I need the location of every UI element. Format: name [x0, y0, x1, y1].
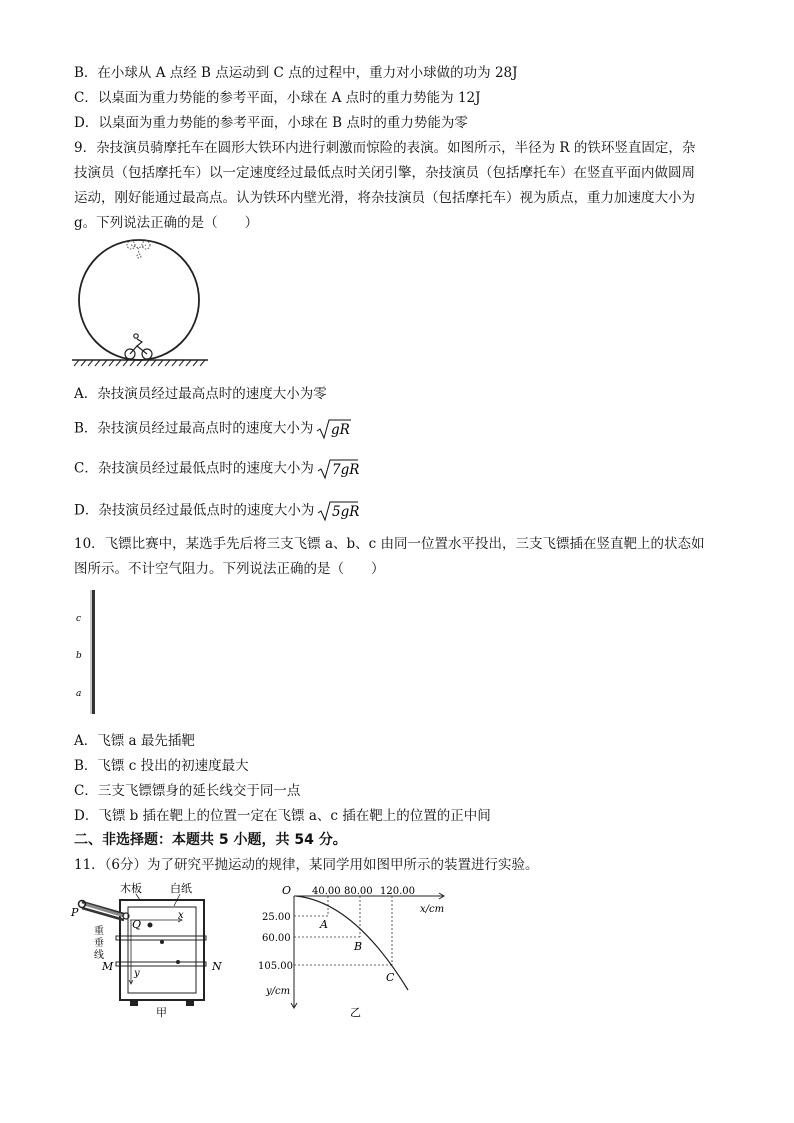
label-plumb-1: 重: [94, 926, 104, 937]
q9-stem-line-3: 运动，刚好能通过最高点。认为铁环内壁光滑，将杂技演员（包括摩托车）视为质点，重力加速度大小为: [74, 190, 695, 206]
label-P: P: [71, 906, 79, 919]
y-axis-label: y/cm: [266, 986, 291, 997]
q8-option-c: C．以桌面为重力势能的参考平面，小球在 A 点时的重力势能为 12J: [74, 90, 481, 106]
x-tick-1: 40.00: [312, 886, 341, 897]
iron-ring: [79, 240, 199, 360]
q9-option-c-text: C．杂技演员经过最低点时的速度大小为: [74, 460, 314, 477]
label-M: M: [102, 960, 114, 973]
section-2-heading: 二、非选择题：本题共 5 小题，共 54 分。: [74, 832, 347, 848]
guide-lines: [294, 896, 392, 965]
label-plumb-3: 线: [94, 950, 104, 961]
q8-option-b: B．在小球从 A 点经 B 点运动到 C 点的过程中，重力对小球做的功为 28J: [74, 65, 518, 81]
point-B: B: [354, 940, 363, 953]
figure-jia: [68, 880, 248, 1020]
svg-text:5gR: 5gR: [332, 504, 360, 520]
q10-option-b: B．飞镖 c 投出的初速度最大: [74, 758, 249, 774]
q9-stem-line-2: 技演员（包括摩托车）以一定速度经过最低点时关闭引擎，杂技演员（包括摩托车）在竖直平面内做圆周: [74, 165, 695, 181]
figure-yi: [258, 882, 458, 1022]
q9-option-b-text: B．杂技演员经过最高点时的速度大小为: [74, 420, 314, 437]
label-paper: 白纸: [170, 882, 192, 895]
q10-option-a: A．飞镖 a 最先插靶: [74, 733, 195, 749]
q10-option-d: D．飞镖 b 插在靶上的位置一定在飞镖 a、c 插在靶上的位置的正中间: [74, 808, 491, 824]
loop-figure: [68, 238, 218, 372]
q9-option-c: [74, 458, 359, 480]
y-tick-2: 60.00: [262, 933, 291, 944]
sqrt-5gR: [317, 500, 359, 522]
label-x: x: [178, 910, 184, 921]
rider-bottom-icon: [125, 334, 152, 359]
x-tick-3: 120.00: [380, 886, 415, 897]
label-plumb-2: 垂: [94, 938, 104, 949]
q9-option-d-text: D．杂技演员经过最低点时的速度大小为: [74, 502, 315, 519]
wooden-board: [120, 900, 204, 1000]
q10-stem-line-1: 10．飞镖比赛中，某选手先后将三支飞镖 a、b、c 由同一位置水平投出，三支飞镖插在竖直靶上的状态如: [74, 536, 705, 552]
dart-target-figure: [70, 588, 110, 718]
label-Q: Q: [132, 918, 142, 931]
rider-top-icon: [127, 241, 150, 258]
q8-option-d: D．以桌面为重力势能的参考平面，小球在 B 点时的重力势能为零: [74, 115, 468, 131]
ground-hatching: [74, 360, 205, 366]
sqrt-gR: [316, 418, 352, 440]
label-N: N: [212, 960, 222, 973]
dart-label-c: c: [76, 614, 82, 624]
svg-text:gR: gR: [331, 422, 351, 438]
y-tick-1: 25.00: [262, 912, 291, 923]
caption-jia: 甲: [156, 1006, 167, 1019]
x-tick-2: 80.00: [344, 886, 373, 897]
label-y: y: [134, 968, 140, 979]
dart-label-b: b: [76, 651, 82, 661]
q9-option-d: [74, 500, 359, 522]
x-axis-label: x/cm: [420, 904, 445, 915]
target-board: [92, 590, 95, 714]
crossbar-upper: [116, 936, 206, 940]
trace-dot-3: [176, 960, 180, 964]
origin-label: O: [282, 884, 292, 897]
q9-option-b: [74, 418, 352, 440]
trace-dot-2: [160, 940, 164, 944]
crossbar-lower: [116, 962, 206, 966]
point-C: C: [386, 971, 395, 984]
q9-stem-line-4: g。下列说法正确的是（ ）: [74, 215, 259, 231]
q10-stem-line-2: 图所示。不计空气阻力。下列说法正确的是（ ）: [74, 561, 385, 577]
q9-option-a: A．杂技演员经过最高点时的速度大小为零: [74, 386, 327, 402]
caption-yi: 乙: [350, 1006, 361, 1019]
dart-label-a: a: [76, 689, 82, 699]
sqrt-7gR: [317, 458, 359, 480]
svg-text:7gR: 7gR: [331, 462, 359, 478]
q9-stem-line-1: 9．杂技演员骑摩托车在圆形大铁环内进行刺激而惊险的表演。如图所示，半径为 R 的铁环竖直固定，杂: [74, 140, 696, 156]
point-A: A: [320, 918, 328, 931]
q11-stem: 11．（6分）为了研究平抛运动的规律，某同学用如图甲所示的装置进行实验。: [74, 857, 539, 873]
trace-dot-1: [148, 923, 153, 928]
y-tick-3: 105.00: [258, 961, 293, 972]
label-board: 木板: [120, 882, 142, 895]
q10-option-c: C．三支飞镖镖身的延长线交于同一点: [74, 783, 301, 799]
